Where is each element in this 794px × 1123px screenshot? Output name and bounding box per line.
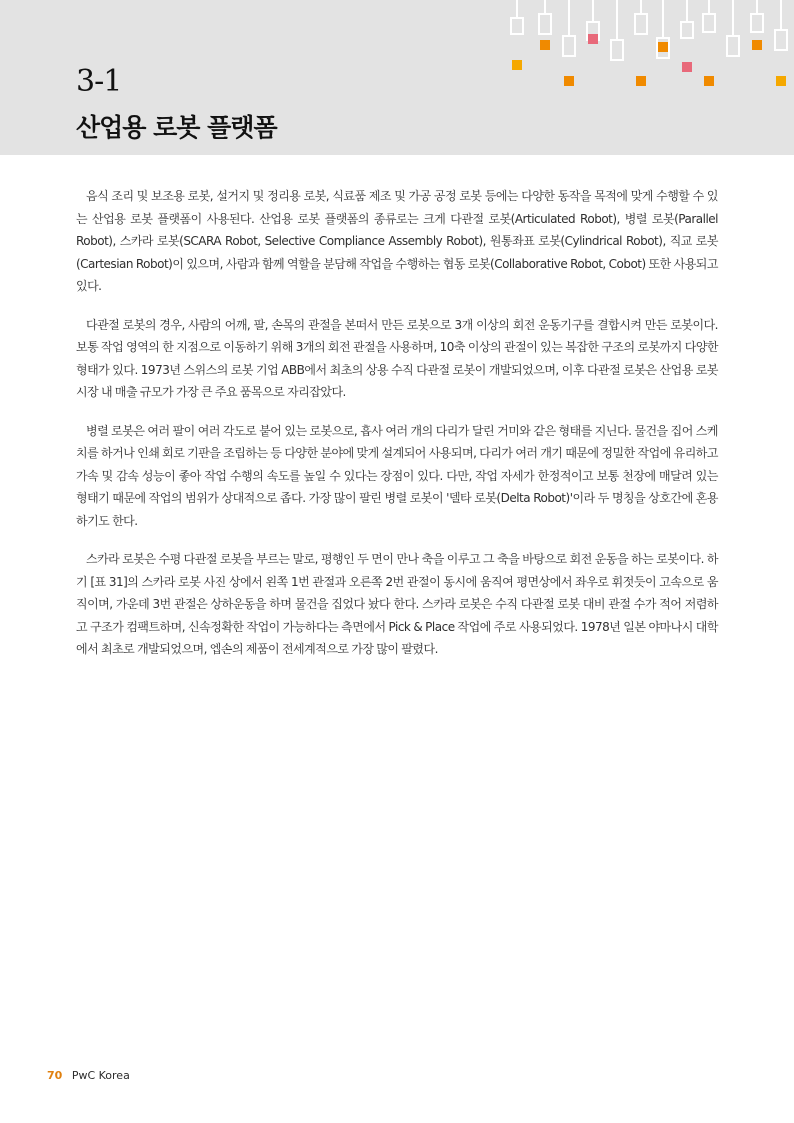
connector-plug [635, 14, 647, 34]
paragraph-2: 다관절 로봇의 경우, 사람의 어깨, 팔, 손목의 관절을 본떠서 만든 로봇으로 3개 이상의 회전 운동기구를 결합시켜 만든 로봇이다. 보통 작업 영역의 한 지점으로 이동하기 위해 3개의 회전 관절을 사용하며, 10축 이상의 관절이 있는 복잡한 구조의 로봇까지 다양한 형태가 있다. 1973년 스위스의 로봇 기업 ABB에서 최초의 상용 수직 다관절 로봇이 개발되었으며, 이후 다관절 로봇은 산업용 로봇 시장 내 매출 규모가 가장 큰 주요 품목으로 자리잡았다. [76, 317, 718, 399]
connector-plug [727, 36, 739, 56]
connector-plug [751, 14, 763, 32]
paragraph-3: 병렬 로봇은 여러 팔이 여러 각도로 붙어 있는 로봇으로, 흡사 여러 개의 다리가 달린 거미와 같은 형태를 지닌다. 물건을 집어 스케치를 하거나 인쇄 회로 기판을 조립하는 등 다양한 분야에 맞게 설계되어 사용되며, 다리가 여러 개기 때문에 정밀한 작업에 유리하고 가속 및 감속 성능이 좋아 작업 수행의 속도를 높일 수 있다는 장점이 있다. 다만, 작업 자세가 한정적이고 보통 천장에 매달려 있는 형태기 때문에 작업의 범위가 상대적으로 좁다. 가장 많이 팔린 병렬 로봇이 '델타 로봇(Delta Robot)'이라 두 명칭을 상호간에 혼용하기도 한다. [76, 423, 718, 528]
connector-plug [511, 18, 523, 34]
footer [47, 1069, 130, 1082]
connector-square [512, 60, 522, 70]
connector-plug [563, 36, 575, 56]
connector-square [540, 40, 550, 50]
paragraph-1: 음식 조리 및 보조용 로봇, 설거지 및 정리용 로봇, 식료품 제조 및 가공 공정 로봇 등에는 다양한 동작을 목적에 맞게 수행할 수 있는 산업용 로봇 플랫폼이 사용된다. 산업용 로봇 플랫폼의 종류로는 크게 다관절 로봇(Articulated Robot), 병렬 로봇(Parallel Robot), 스카라 로봇(SCARA Robot, Selective Compliance Assembly Robot), 원통좌표 로봇(Cylindrical Robot), 직교 로봇(Cartesian Robot)이 있으며, 사람과 함께 역할을 분담해 작업을 수행하는 협동 로봇(Collaborative Robot, Cobot) 또한 사용되고 있다. [76, 189, 718, 293]
connector-square [752, 40, 762, 50]
connector-square [776, 76, 786, 86]
connector-plug [775, 30, 787, 50]
connector-square [636, 76, 646, 86]
connector-pattern-decoration [505, 0, 794, 100]
connector-square [588, 34, 598, 44]
publisher-name: PwC Korea [71, 1069, 130, 1082]
paragraph-4: 스카라 로봇은 수평 다관절 로봇을 부르는 말로, 평행인 두 면이 만나 축을 이루고 그 축을 바탕으로 회전 운동을 하는 로봇이다. 하기 [표 31]의 스카라 로봇 사진 상에서 왼쪽 1번 관절과 오른쪽 2번 관절이 동시에 움직여 평면상에서 좌우로 휘젓듯이 고속으로 움직이며, 가운데 3번 관절은 상하운동을 하며 물건을 집었다 놨다 한다. 스카라 로봇은 수직 다관절 로봇 대비 관절 수가 적어 저렴하고 구조가 컴팩트하며, 신속정확한 작업이 가능하다는 측면에서 Pick & Place 작업에 주로 사용되었다. 1978년 일본 야마나시 대학에서 최초로 개발되었으며, 엡손의 제품이 전세계적으로 가장 많이 팔렸다. [76, 552, 718, 656]
section-title: 산업용 로봇 플랫폼 [76, 113, 277, 142]
connector-plug [611, 40, 623, 60]
page-number: 70 [47, 1069, 63, 1082]
connector-plug [681, 22, 693, 38]
connector-square [658, 42, 668, 52]
body-text [76, 185, 718, 677]
section-number: 3-1 [76, 64, 122, 99]
connector-plug [703, 14, 715, 32]
connector-plug [539, 14, 551, 34]
connector-square [564, 76, 574, 86]
connector-square [704, 76, 714, 86]
connector-square [682, 62, 692, 72]
